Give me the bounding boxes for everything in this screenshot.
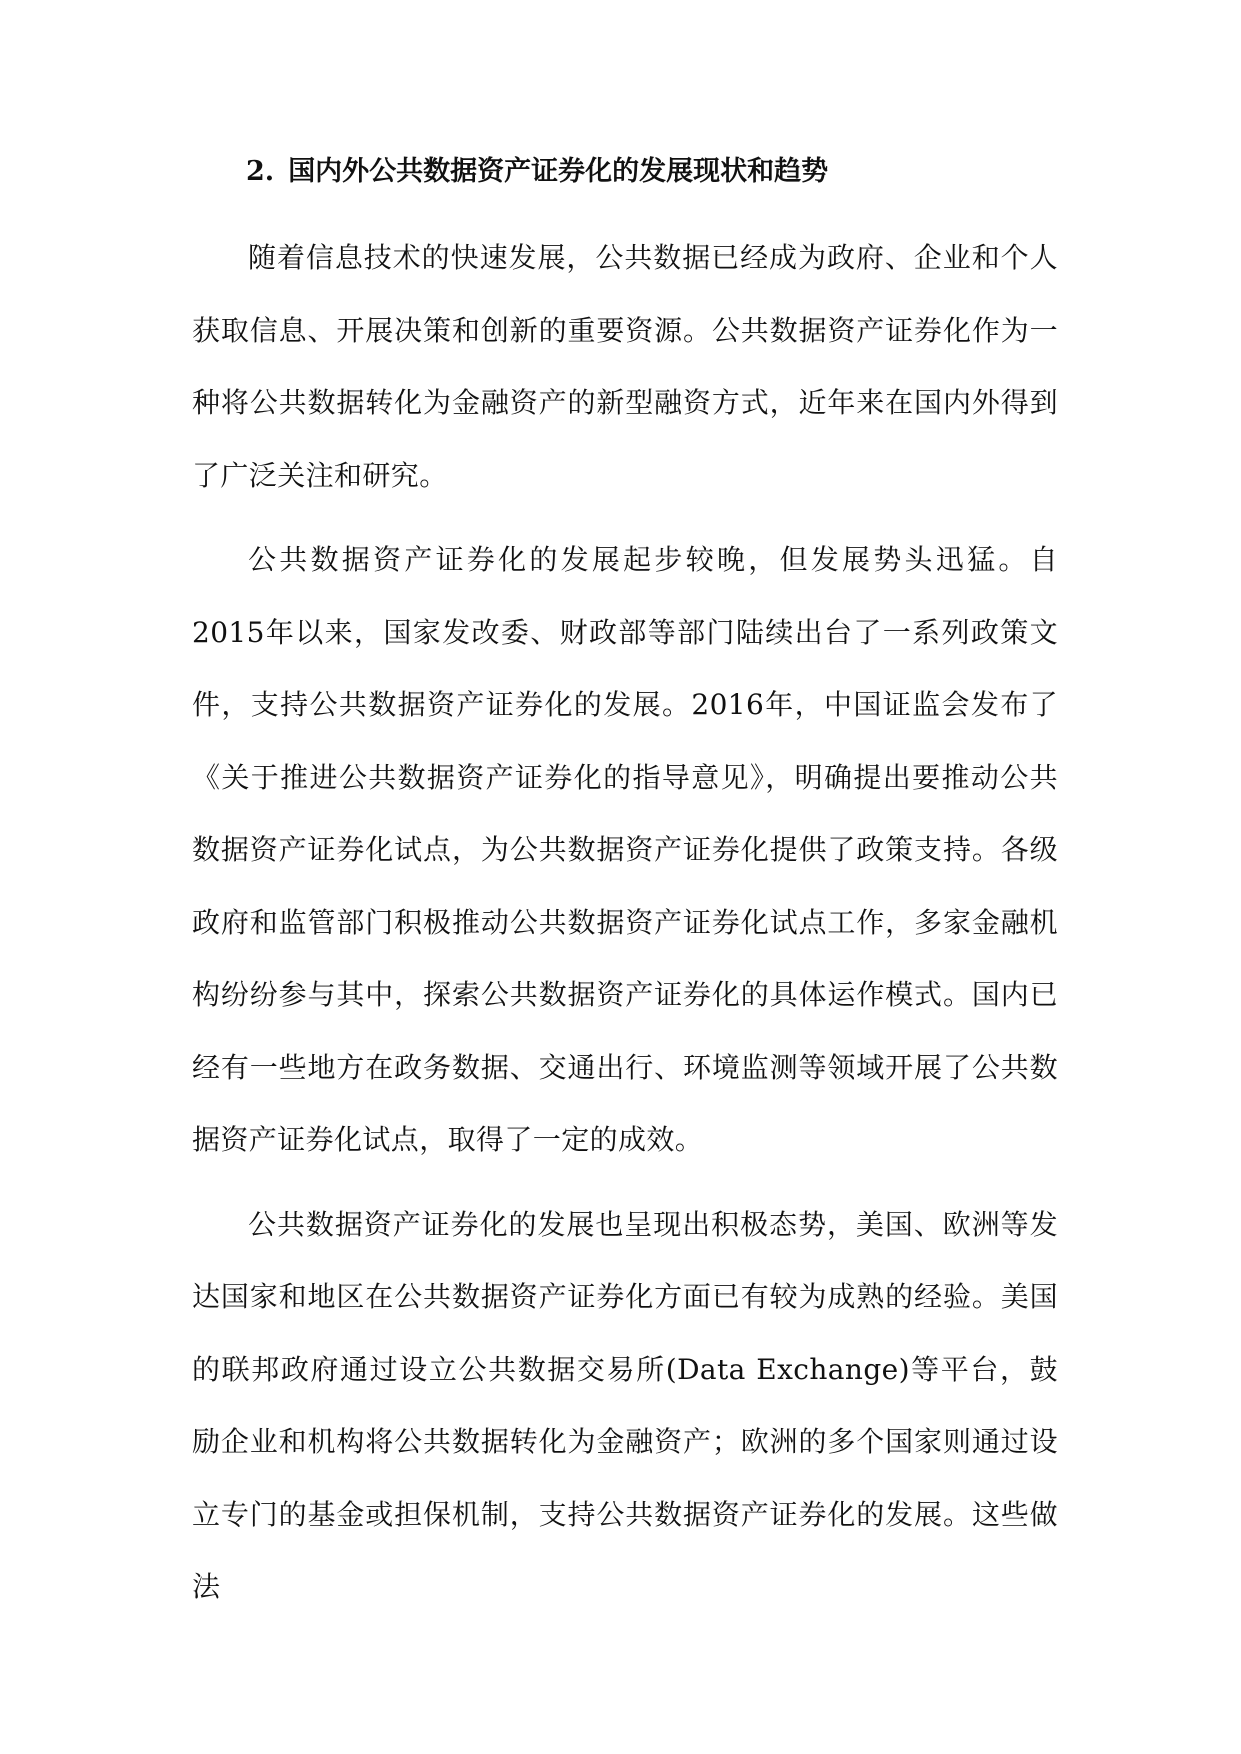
paragraph-domestic: 公共数据资产证券化的发展起步较晚，但发展势头迅猛。自2015年以来，国家发改委、财政部等部门陆续出台了一系列政策文件，支持公共数据资产证券化的发展。2016年，中国证监会发布了《关于推进公共数据资产证券化的指导意见》，明确提出要推动公共数据资产证券化试点，为公共数据资产证券化提供了政策支持。各级政府和监管部门积极推动公共数据资产证券化试点工作，多家金融机构纷纷参与其中，探索公共数据资产证券化的具体运作模式。国内已经有一些地方在政务数据、交通出行、环境监测等领域开展了公共数据资产证券化试点，取得了一定的成效。 [192,543,1058,1156]
section-heading [192,150,1058,194]
paragraph-international: 公共数据资产证券化的发展也呈现出积极态势，美国、欧洲等发达国家和地区在公共数据资产证券化方面已有较为成熟的经验。美国的联邦政府通过设立公共数据交易所(Data Exchange)等平台，鼓励企业和机构将公共数据转化为金融资产；欧洲的多个国家则通过设立专门的基金或担保机制，支持公共数据资产证券化的发展。这些做法 [192,1207,1058,1603]
paragraph-intro: 随着信息技术的快速发展，公共数据已经成为政府、企业和个人获取信息、开展决策和创新的重要资源。公共数据资产证券化作为一种将公共数据转化为金融资产的新型融资方式，近年来在国内外得到了广泛关注和研究。 [192,241,1058,492]
document-body [192,150,1058,1624]
section-number: 2. [246,156,275,187]
section-title: 国内外公共数据资产证券化的发展现状和趋势 [288,156,829,187]
